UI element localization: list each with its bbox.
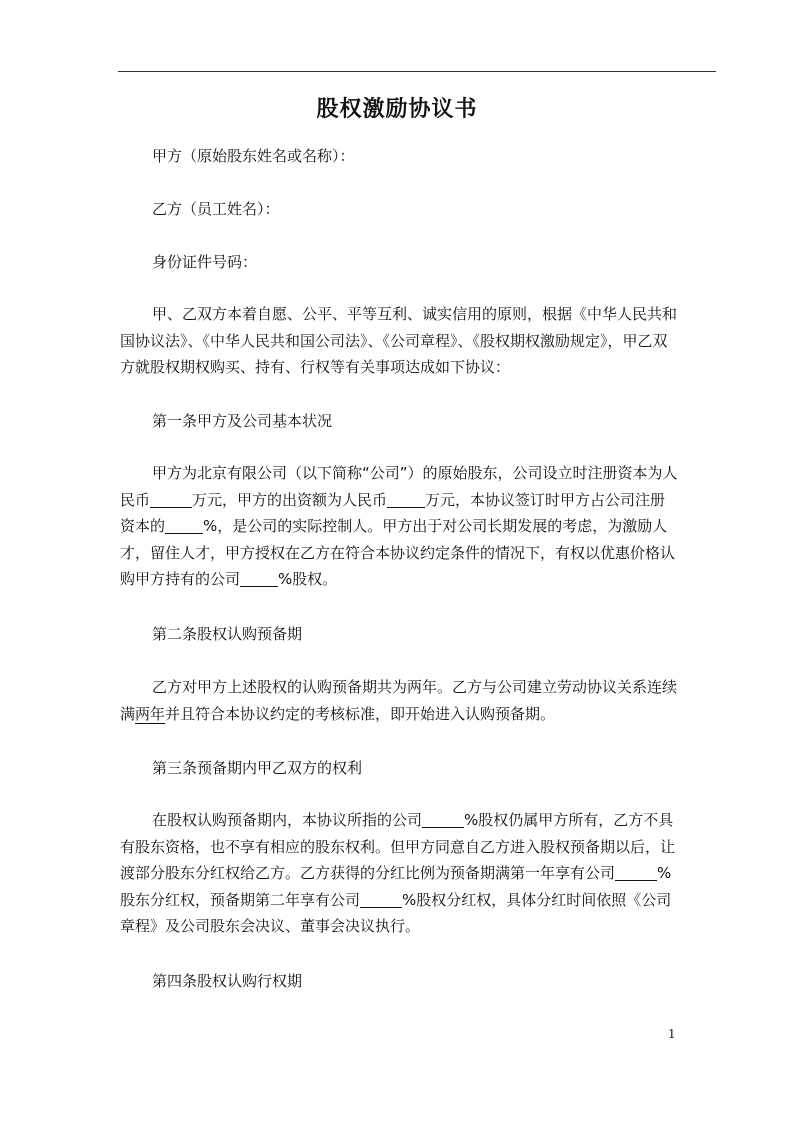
article-1-text-4: %，是公司的实际控制人。甲方出于对公司长期发展的考虑，为激励人才，留住人才，甲方授权在乙方在符合本协议约定条件的情况下，有权以优惠价格认购甲方持有的公司 — [120, 517, 676, 588]
party-b-label: 乙方（员工姓名）： — [152, 200, 280, 218]
header-rule — [118, 71, 716, 72]
article-2-paragraph — [120, 674, 680, 727]
preparation-percent-blank[interactable] — [422, 809, 464, 828]
id-number-label: 身份证件号码： — [152, 253, 258, 271]
option-percent-blank[interactable] — [240, 568, 278, 587]
registered-capital-blank[interactable] — [150, 489, 192, 508]
article-1-paragraph — [120, 460, 680, 593]
article-1-text-1: 甲方为北京有限公司（以下简称“公司”）的原始股东，公司设立时注册资本为人民币 — [120, 464, 678, 509]
article-2-heading: 第二条股权认购预备期 — [152, 625, 303, 643]
article-3-text-3: %股东分红权，预备期第二年享有公司 — [120, 864, 672, 909]
document-title: 股权激励协议书 — [316, 97, 478, 122]
article-2-text-3: 并且符合本协议约定的考核标准，即开始进入认购预备期。 — [165, 704, 556, 723]
contribution-amount-blank[interactable] — [387, 489, 425, 508]
article-2-text-1: 乙方对甲方上述股权的认购预备期共为 — [152, 678, 408, 696]
article-2-emphasis-1: 两年 — [407, 678, 438, 696]
article-3-text-4: %股权分红权，具体分红时间依照《公司章程》及公司股东会决议、董事会决议执行。 — [120, 890, 672, 935]
article-3-text-2: %股权仍属甲方所有，乙方不具有股东资格，也不享有相应的股东权利。但甲方同意自乙方进入股权预备期以后，让渡部分股东分红权给乙方。乙方获得的分红比例为预备期满第一年享有公司 — [120, 811, 676, 882]
article-3-text-1: 在股权认购预备期内，本协议所指的公司 — [152, 811, 423, 829]
first-year-dividend-blank[interactable] — [615, 862, 657, 881]
article-4-heading: 第四条股权认购行权期 — [152, 972, 303, 990]
article-1-text-2: 万元，甲方的出资额为人民币 — [192, 490, 388, 509]
preamble-paragraph: 甲、乙双方本着自愿、公平、平等互利、诚实信用的原则，根据《中华人民共和国协议法》、《中华人民共和国公司法》、《公司章程》、《股权期权激励规定》，甲乙双方就股权期权购买、持有、行权等有关事项达成如下协议： — [120, 305, 678, 376]
article-1-text-5: %股权。 — [278, 570, 338, 588]
party-a-label: 甲方（原始股东姓名或名称）： — [152, 147, 355, 165]
page-number: 1 — [668, 1027, 676, 1041]
article-3-paragraph — [120, 807, 680, 940]
ownership-percent-blank[interactable] — [165, 515, 203, 534]
article-1-heading: 第一条甲方及公司基本状况 — [152, 412, 333, 430]
article-3-heading: 第三条预备期内甲乙双方的权利 — [152, 759, 363, 777]
article-2-text-2: 。乙方与公司建立劳动协议关系连续满 — [120, 678, 678, 723]
article-1-text-3: 万元，本协议签订时甲方占公司注册资本的 — [120, 490, 666, 535]
second-year-dividend-blank[interactable] — [360, 889, 402, 908]
article-2-emphasis-2: 两年 — [135, 704, 166, 723]
